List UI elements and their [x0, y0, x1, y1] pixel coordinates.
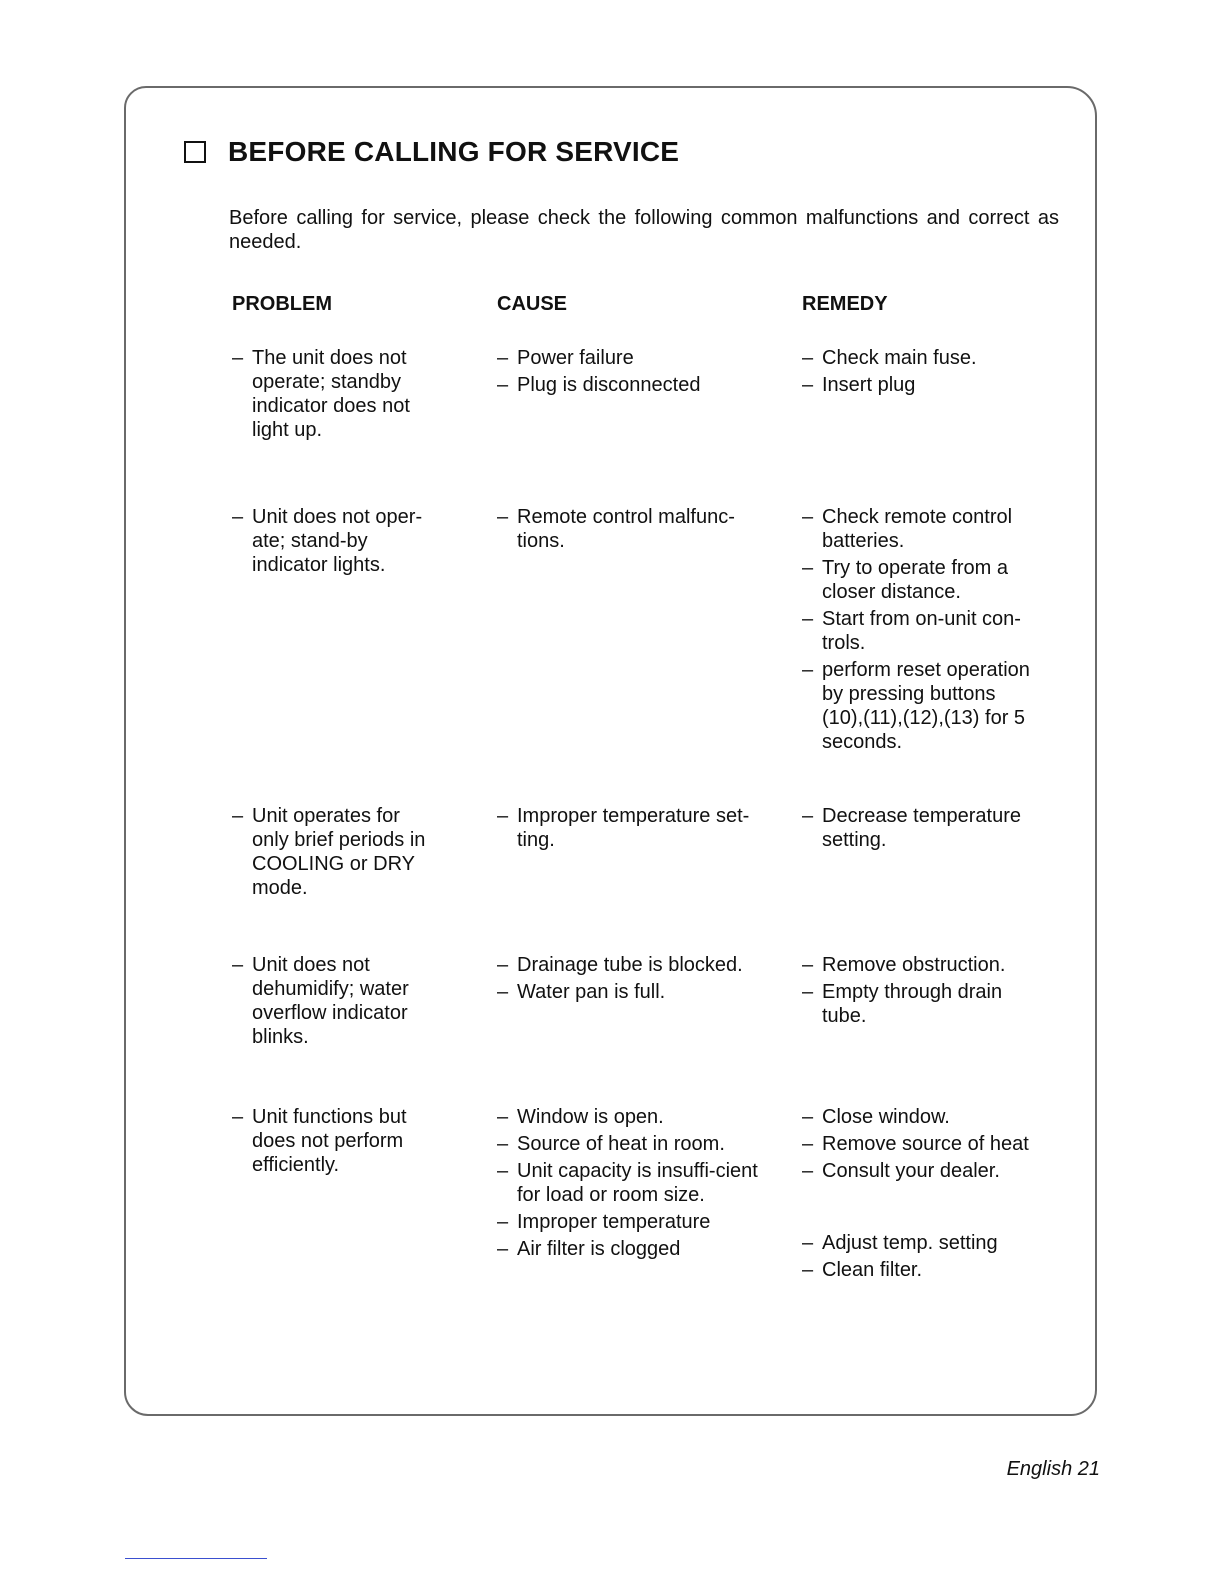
- row-2-causes: [497, 505, 767, 556]
- problem-item: – Unit operates for only brief periods in COOLING or DRY mode.: [232, 804, 427, 900]
- remedy-item: – Adjust temp. setting: [802, 1231, 1042, 1255]
- page-footer: English 21: [1006, 1458, 1100, 1480]
- problem-item: – Unit does not oper-ate; stand-by indicator lights.: [232, 505, 427, 577]
- remedy-item: – Clean filter.: [802, 1258, 1042, 1282]
- remedy-item: – Remove source of heat: [802, 1132, 1042, 1156]
- row-1-remedies: [802, 346, 1042, 400]
- header-remedy: REMEDY: [802, 293, 888, 315]
- cause-item: – Window is open.: [497, 1105, 767, 1129]
- remedy-item: – Close window.: [802, 1105, 1042, 1129]
- row-4-remedies: [802, 953, 1042, 1031]
- row-2-problem: [232, 505, 427, 580]
- remedy-item: – Decrease temperature setting.: [802, 804, 1042, 852]
- cause-item: – Plug is disconnected: [497, 373, 767, 397]
- bottom-rule: [125, 1558, 267, 1559]
- row-3-problem: [232, 804, 427, 903]
- header-problem: PROBLEM: [232, 293, 332, 315]
- row-1-problem: [232, 346, 427, 445]
- remedy-item: – Remove obstruction.: [802, 953, 1042, 977]
- cause-item: – Improper temperature: [497, 1210, 767, 1234]
- header-cause: CAUSE: [497, 293, 568, 315]
- row-4-causes: [497, 953, 767, 1007]
- cause-item: – Remote control malfunc-tions.: [497, 505, 767, 553]
- title-row: [184, 134, 679, 170]
- row-5-problem: [232, 1105, 427, 1180]
- remedy-item: – Consult your dealer.: [802, 1159, 1042, 1183]
- cause-item: – Improper temperature set-ting.: [497, 804, 767, 852]
- remedy-item: – Start from on-unit con-trols.: [802, 607, 1042, 655]
- cause-item: – Drainage tube is blocked.: [497, 953, 767, 977]
- problem-item: – Unit does not dehumidify; water overflow indicator blinks.: [232, 953, 427, 1049]
- problem-item: – Unit functions but does not perform efficiently.: [232, 1105, 427, 1177]
- row-4-problem: [232, 953, 427, 1052]
- row-3-remedies: [802, 804, 1042, 855]
- row-5-remedies: [802, 1105, 1042, 1285]
- checkbox-icon: [184, 141, 206, 163]
- remedy-item: – Check main fuse.: [802, 346, 1042, 370]
- row-1-causes: [497, 346, 767, 400]
- intro-text: Before calling for service, please check the following common malfunctions and correct as needed.: [229, 207, 1059, 253]
- row-2-remedies: [802, 505, 1042, 757]
- cause-item: – Air filter is clogged: [497, 1237, 767, 1261]
- remedy-item: – Empty through drain tube.: [802, 980, 1042, 1028]
- cause-item: – Power failure: [497, 346, 767, 370]
- cause-item: – Source of heat in room.: [497, 1132, 767, 1156]
- row-3-causes: [497, 804, 767, 855]
- cause-item: – Unit capacity is insuffi-cient for load or room size.: [497, 1159, 767, 1207]
- remedy-item: – Check remote control batteries.: [802, 505, 1042, 553]
- remedy-item: – perform reset operation by pressing buttons (10),(11),(12),(13) for 5 seconds.: [802, 658, 1042, 754]
- remedy-item: – Insert plug: [802, 373, 1042, 397]
- cause-item: – Water pan is full.: [497, 980, 767, 1004]
- row-5-causes: [497, 1105, 767, 1264]
- page-title: BEFORE CALLING FOR SERVICE: [228, 136, 680, 167]
- remedy-item: – Try to operate from a closer distance.: [802, 556, 1042, 604]
- problem-item: – The unit does not operate; standby indicator does not light up.: [232, 346, 427, 442]
